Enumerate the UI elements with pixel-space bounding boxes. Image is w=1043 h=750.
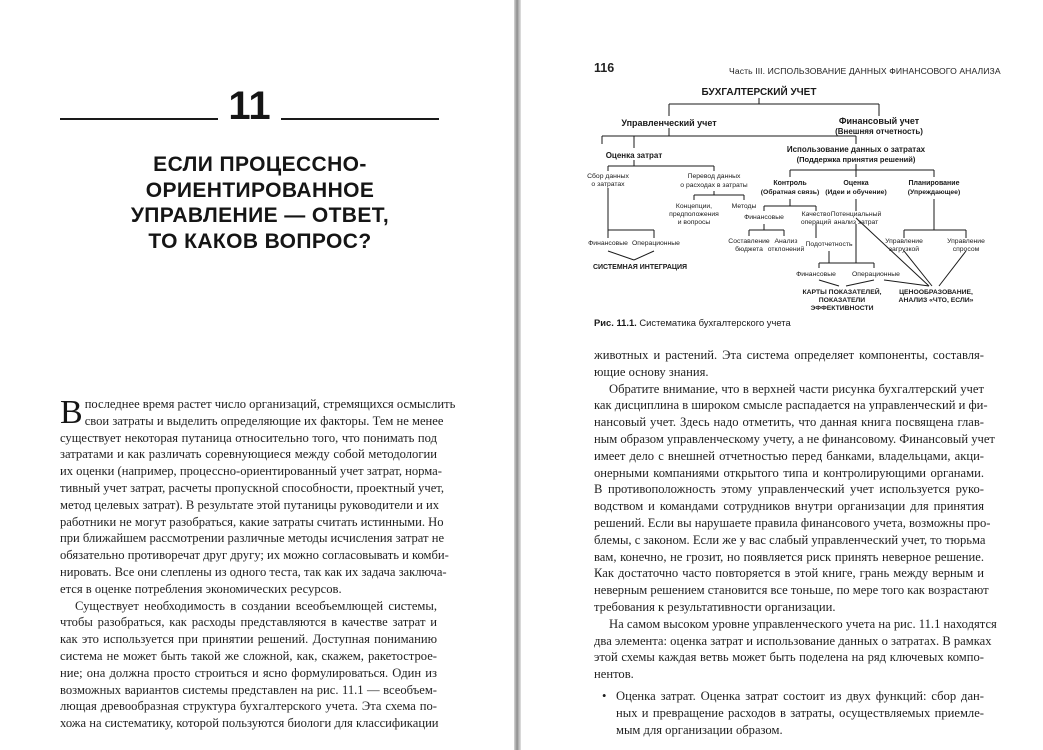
node-financial-right: Финансовые: [796, 271, 836, 278]
node-manage-demand: Управление: [947, 238, 985, 245]
text-line: система не может быть такой же сложной, как, скажем, ракетострое-: [60, 648, 437, 663]
chapter-title-line: ЕСЛИ ПРОЦЕССНО-: [153, 153, 367, 176]
figure-caption-text: Систематика бухгалтерского учета: [639, 317, 791, 328]
node-manage-demand-sub: спросом: [952, 246, 980, 253]
text-line: нансовый учет. Здесь надо отметить, что данная книга посвящена глав-: [594, 415, 984, 430]
node-estimation: Оценка: [843, 180, 869, 187]
node-ops-quality-sub: операций: [800, 219, 832, 226]
node-financial-left: Финансовые: [588, 240, 628, 247]
node-collect-data-sub: о затратах: [591, 181, 625, 188]
node-budgeting-sub: бюджета: [735, 246, 763, 253]
node-collect-data: Сбор данных: [587, 173, 629, 180]
right-paragraph-3: [594, 616, 997, 683]
text-line: ных и превращение расходов в затраты, осуществляемых приемле-: [616, 705, 984, 720]
node-accounting: БУХГАЛТЕРСКИЙ УЧЕТ: [701, 87, 817, 98]
left-body-text: [60, 394, 456, 732]
node-concepts: Концепции,: [675, 203, 713, 210]
page-number: 116: [594, 61, 615, 75]
node-accountability: Подотчетность: [805, 241, 853, 248]
node-methods: Методы: [731, 203, 757, 210]
text-line: ным образом управленческому учету, а не финансовому. Финансовый учет: [594, 431, 995, 446]
node-convert-sub: о расходах в затраты: [680, 182, 748, 189]
text-line: требования к результативности организации.: [594, 599, 836, 614]
text-line: обязательно противоречат друг другу; их можно согласовывать и комби-: [60, 548, 449, 563]
chapter-rule-left: [60, 118, 218, 120]
node-financial-accounting: Финансовый учет: [838, 116, 920, 126]
right-body-text: [594, 347, 997, 738]
node-pricing: ЦЕНООБРАЗОВАНИЕ,: [899, 289, 973, 296]
node-management-accounting: Управленческий учет: [621, 118, 717, 128]
text-line: водством и командами сотрудников внутри организации для принятия: [594, 499, 984, 514]
node-concepts-3: и вопросы: [677, 219, 711, 226]
bullet-item-cost-estimation: [594, 688, 984, 738]
text-line: этой схемы каждая ветвь может быть поделена на ряд ключевых компо-: [594, 650, 984, 665]
node-deviation-sub: отклонений: [767, 246, 805, 253]
right-paragraph-1: [594, 347, 984, 381]
node-control: Контроль: [773, 180, 807, 187]
text-line: блемы, с законом. Если же у вас слабый управленческий учет, то тюрьма: [594, 532, 986, 547]
bullet-mark: •: [602, 688, 607, 703]
text-line: ющие основу знания.: [594, 364, 709, 379]
left-paragraph-2: [60, 598, 437, 732]
node-deviation: Анализ: [774, 238, 798, 245]
node-ops-quality: Качество: [801, 211, 831, 218]
text-line: нировать. Все они слеплены из одного теста, так как их задача заключа-: [60, 564, 447, 579]
node-budgeting: Составление: [728, 238, 770, 245]
text-line: последнее время растет число организаций, стремящихся осмыслить: [84, 397, 456, 411]
node-system-integration: СИСТЕМНАЯ ИНТЕГРАЦИЯ: [592, 264, 688, 271]
text-line: неверным решением становится все тоньше, по мере того как возрастают: [594, 583, 989, 598]
running-title: Часть III. ИСПОЛЬЗОВАНИЕ ДАННЫХ ФИНАНСОВОГО АНАЛИЗА: [729, 66, 1001, 76]
text-line: онерными компаниями открытого типа и контролирующими органами.: [594, 465, 984, 480]
chapter-title-line: ОРИЕНТИРОВАННОЕ: [145, 178, 375, 202]
node-cost-data-use-sub: (Поддержка принятия решений): [796, 155, 916, 164]
text-line: как дисциплина в широком смысле распадается на управленческий и фи-: [594, 398, 988, 413]
text-line: имеет дело с внешней отчетностью перед банками, владельцами, акци-: [594, 448, 984, 463]
text-line: решений. Если вы нарушаете правила финансового учета, возможны про-: [594, 515, 991, 530]
node-scorecards: КАРТЫ ПОКАЗАТЕЛЕЙ,: [802, 289, 882, 296]
chapter-title: [100, 152, 420, 254]
text-line: затратами и как различать соревнующиеся между собой методологии: [60, 447, 437, 462]
node-pricing-sub: АНАЛИЗ «ЧТО, ЕСЛИ»: [898, 297, 974, 304]
text-line: Оценка затрат. Оценка затрат состоит из двух функций: сбор дан-: [616, 688, 984, 703]
accounting-taxonomy-diagram: [587, 78, 1014, 318]
text-line: вам, конечно, не грозит, но появляется риск принять неверное решение.: [594, 549, 984, 564]
node-scorecards-2: ПОКАЗАТЕЛИ: [818, 297, 866, 304]
node-operational-left: Операционные: [632, 240, 680, 247]
text-line: нентов.: [594, 667, 634, 682]
figure-caption-label: Рис. 11.1.: [594, 317, 637, 328]
text-line: Обратите внимание, что в верхней части рисунка бухгалтерский учет: [609, 381, 984, 396]
node-planning: Планирование: [908, 180, 960, 187]
text-line: чтобы разобраться, как расходы представляются в качестве затрат и: [60, 615, 437, 630]
left-paragraph-1: [60, 394, 456, 598]
text-line: метод целевых затрат). В результате этой путаницы руководители и их: [60, 497, 440, 512]
node-control-sub: (Обратная связь): [760, 189, 820, 196]
chapter-title-line: ТО КАКОВ ВОПРОС?: [148, 229, 372, 253]
node-manage-load: Управление: [885, 238, 923, 245]
text-line: существует некоторая путаница относительно того, что понимать под: [60, 430, 437, 445]
text-line: В противоположность этому управленческий учет используется руко-: [594, 482, 984, 497]
text-line: свои затраты и выделить определяющие их факторы. Тем не менее: [84, 413, 444, 428]
right-page: [521, 0, 1043, 750]
chapter-title-line: УПРАВЛЕНИЕ — ОТВЕТ,: [130, 204, 390, 227]
chapter-rule-right: [281, 118, 439, 120]
node-financial-accounting-sub: (Внешняя отчетность): [835, 127, 923, 136]
node-cost-estimation: Оценка затрат: [605, 151, 663, 160]
text-line: Существует необходимость в создании всеобъемлющей системы,: [75, 598, 437, 613]
node-potential-sub: анализ затрат: [833, 219, 879, 226]
text-line: На самом высоком уровне управленческого учета на рис. 11.1 находятся: [609, 616, 997, 631]
text-line: возможных вариантов системы представлен на рис. 11.1 — всеобъем-: [60, 682, 437, 697]
figure-caption: [594, 317, 791, 328]
text-line: работники не могут разобраться, какие затраты считать истинными. Но: [60, 514, 444, 529]
text-line: Как достаточно часто повторяется в этой книге, грань между верным и: [594, 566, 984, 581]
node-scorecards-3: ЭФФЕКТИВНОСТИ: [810, 305, 874, 312]
node-concepts-2: предположения: [669, 211, 719, 218]
dropcap-letter: В: [60, 394, 83, 431]
text-line: лющая древообразная структура бухгалтерского учета. Эта схема по-: [60, 699, 437, 714]
right-paragraph-2: [594, 381, 995, 616]
node-manage-load-sub: загрузкой: [888, 246, 920, 253]
text-line: их оценки (например, процессно-ориентированный учет затрат, норма-: [60, 464, 442, 479]
text-line: тивный учет затрат, расчеты пропускной способности, проектный учет,: [60, 480, 444, 495]
text-line: животных и растений. Эта система определяет компоненты, составля-: [594, 348, 984, 362]
text-line: как это используется при принятии решений. Доступная пониманию: [60, 632, 437, 647]
node-potential: Потенциальный: [830, 211, 882, 218]
text-line: ние; она должна просто строиться и ясно формулироваться. Один из: [60, 665, 437, 680]
node-convert: Перевод данных: [687, 173, 741, 180]
book-gutter: [514, 0, 521, 750]
node-planning-sub: (Упреждающее): [907, 189, 961, 196]
left-page: [0, 0, 514, 750]
text-line: два элемента: оценка затрат и использование данных о затратах. В рамках: [594, 633, 992, 648]
text-line: мым для организации образом.: [616, 722, 783, 737]
node-financial-mid: Финансовые: [744, 214, 784, 221]
node-estimation-sub: (Идеи и обучение): [825, 189, 887, 196]
node-operational-right: Операционные: [852, 271, 900, 278]
chapter-number: 11: [228, 84, 271, 128]
node-cost-data-use: Использование данных о затратах: [786, 145, 926, 154]
text-line: ется в оценке потребления экономических ресурсов.: [60, 581, 342, 596]
text-line: хожа на систематику, которой пользуются биологи для классификации: [60, 716, 439, 731]
text-line: при ближайшем рассмотрении различные методы исчисления затрат не: [60, 531, 445, 546]
